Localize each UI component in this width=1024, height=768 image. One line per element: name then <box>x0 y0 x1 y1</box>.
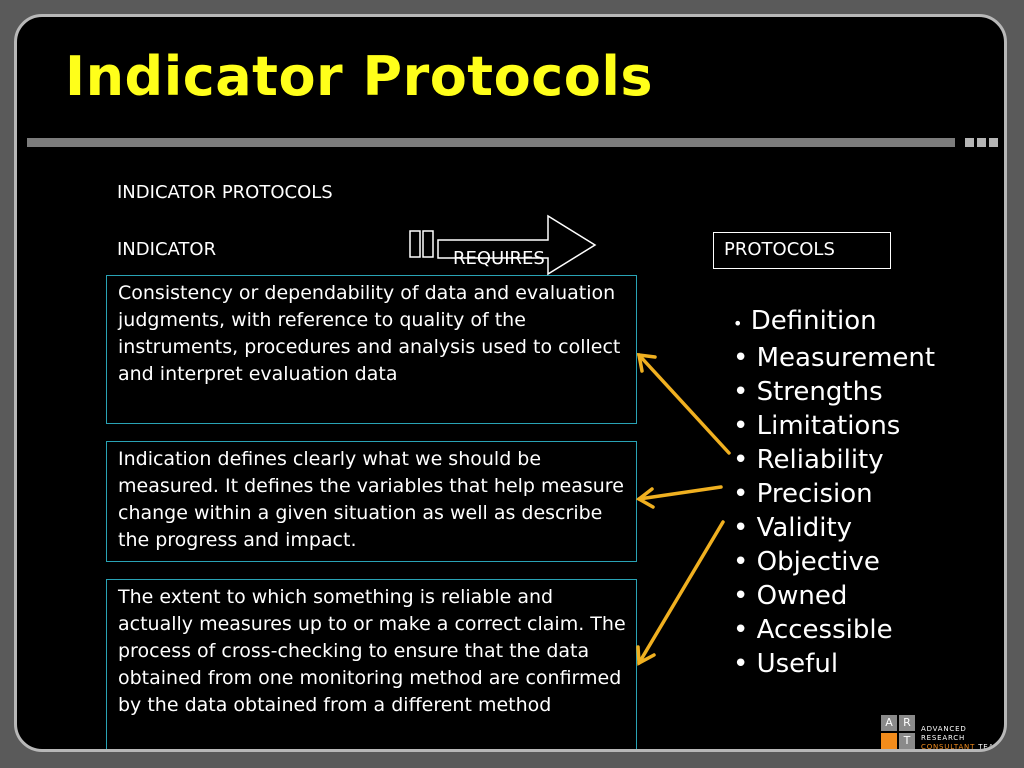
description-box-validity: The extent to which something is reliable and actually measures up to or make a correct claim. The process of cross-checking to ensure that the data obtained from one monitoring method are confirmed by the data obtained from a different method <box>106 579 637 752</box>
requires-label: REQUIRES <box>453 248 545 269</box>
indicator-label: INDICATOR <box>117 239 217 260</box>
list-item: • Accessible <box>733 615 893 645</box>
list-item: • Validity <box>733 513 853 543</box>
orange-arrow-icon <box>638 522 723 663</box>
description-box-reliability: Consistency or dependability of data and evaluation judgments, with reference to quality of the instruments, procedures and analysis used to collect and interpret evaluation data <box>106 275 637 424</box>
logo-mark-icon: A R T <box>881 715 915 749</box>
logo <box>881 711 1004 752</box>
list-item: • Strengths <box>733 377 883 407</box>
slide <box>14 14 1007 752</box>
list-item: • Useful <box>733 649 839 679</box>
list-item: • Definition <box>733 306 877 336</box>
orange-arrow-icon <box>639 487 721 507</box>
protocols-label-box: PROTOCOLS <box>713 232 891 269</box>
heading-indicator-protocols: INDICATOR PROTOCOLS <box>117 182 333 203</box>
description-box-definition: Indication defines clearly what we should be measured. It defines the variables that help measure change within a given situation as well as describe the progress and impact. <box>106 441 637 562</box>
orange-arrow-icon <box>639 355 729 453</box>
slide-title: Indicator Protocols <box>65 45 653 108</box>
list-item: • Measurement <box>733 343 936 373</box>
list-item: • Precision <box>733 479 873 509</box>
decorations <box>17 17 1007 752</box>
list-item: • Objective <box>733 547 880 577</box>
list-item: • Limitations <box>733 411 901 441</box>
list-item: • Owned <box>733 581 848 611</box>
double-box-icon <box>410 231 433 257</box>
list-item: • Reliability <box>733 445 884 475</box>
logo-text: ADVANCED RESEARCH CONSULTANT TEAM <box>921 725 1001 751</box>
